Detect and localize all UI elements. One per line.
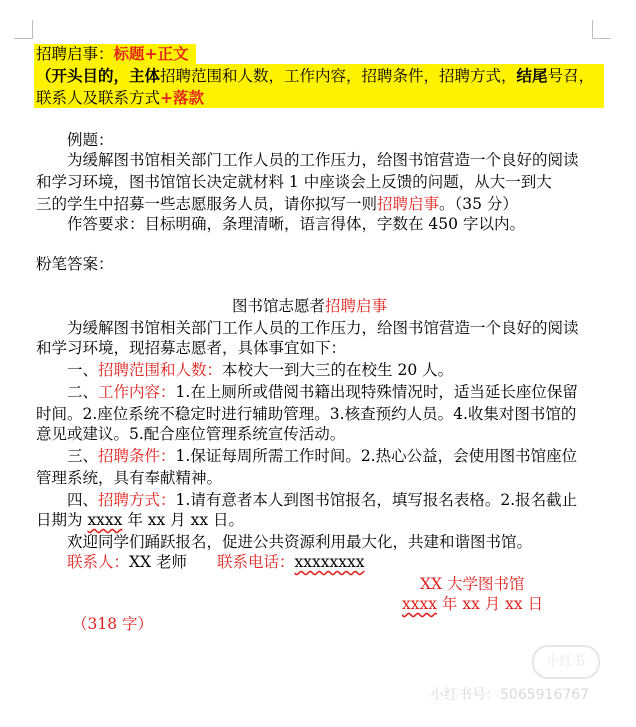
section-heading: 招聘方式： <box>98 491 176 509</box>
deadline-prefix: 日期为 <box>36 511 88 529</box>
example-paragraph-line: 为缓解图书馆相关部门工作人员的工作压力，给图书馆营造一个良好的阅读 <box>67 151 579 169</box>
section-requirements <box>67 446 577 466</box>
section-heading: 招聘条件： <box>98 447 176 465</box>
example-keyword: 招聘启事 <box>377 195 440 213</box>
summary-structure: 标题+正文 <box>113 44 189 63</box>
section-deadline <box>36 510 244 530</box>
summary-line-3 <box>36 88 204 108</box>
notice-intro-line: 和学习环境，现招募志愿者，具体事宜如下： <box>36 339 347 357</box>
contact-name: XX 老师 <box>129 553 188 571</box>
watermark-logo: 小红书 <box>532 645 600 679</box>
section-method <box>67 490 577 510</box>
example-paragraph-line <box>36 194 518 214</box>
section-body: 本校大一到大三的在校生 20 人。 <box>222 361 454 379</box>
crop-mark-top-right <box>592 20 611 39</box>
signature-date <box>402 594 543 614</box>
summary-label: 招聘启事： <box>36 45 114 63</box>
summary-line-1 <box>36 44 189 64</box>
section-number: 三、 <box>67 447 99 465</box>
signature-org: XX 大学图书馆 <box>420 575 525 593</box>
section-duties <box>67 382 578 402</box>
signature-date-rest: 年 xx 月 xx 日 <box>436 595 544 613</box>
section-number: 四、 <box>67 491 99 509</box>
example-text: 三的学生中招募一些志愿服务人员，请你拟写一则 <box>36 195 378 213</box>
deadline-rest: 年 xx 月 xx 日。 <box>122 511 245 529</box>
deadline-year: xxxx <box>87 511 123 529</box>
section-body: 1.保证每周所需工作时间。2.热心公益，会使用图书馆座位 <box>175 447 578 465</box>
signature-year: xxxx <box>402 595 437 613</box>
section-body: 1.在上厕所或借阅书籍出现特殊情况时，适当延长座位保留 <box>175 383 578 401</box>
summary-body-detail: 招聘范围和人数，工作内容，招聘条件，招聘方式， <box>160 67 517 85</box>
notice-title-keyword: 招聘启事 <box>325 297 388 315</box>
summary-ending: 结尾 <box>516 66 548 85</box>
phone-line <box>217 552 364 572</box>
section-number: 二、 <box>67 383 99 401</box>
word-count: （318 字） <box>72 615 154 633</box>
summary-contact: 联系人及联系方式 <box>36 89 161 107</box>
example-requirements: 作答要求：目标明确，条理清晰，语言得体，字数在 450 字以内。 <box>67 215 525 233</box>
section-body-line: 管理系统，具有奉献精神。 <box>36 469 223 487</box>
summary-line-2 <box>36 66 594 86</box>
notice-intro-line: 为缓解图书馆相关部门工作人员的工作压力，给图书馆营造一个良好的阅读 <box>67 319 579 337</box>
summary-opening: （开头目的， <box>36 66 130 85</box>
summary-signature: +落款 <box>160 88 205 107</box>
example-label: 例题： <box>67 131 114 149</box>
phone-value: xxxxxxxx <box>294 553 365 571</box>
section-body-line: 时间。2.座位系统不稳定时进行辅助管理。3.核查预约人员。4.收集对图书馆的 <box>36 405 577 423</box>
example-points: 。（35 分） <box>439 195 518 213</box>
section-scope <box>67 360 453 380</box>
summary-body: 主体 <box>129 66 161 85</box>
section-heading: 工作内容： <box>98 383 176 401</box>
crop-mark-top-left <box>14 20 33 39</box>
section-number: 一、 <box>67 361 99 379</box>
closing-call: 欢迎同学们踊跃报名，促进公共资源利用最大化，共建和谐图书馆。 <box>67 533 533 551</box>
notice-title-main: 图书馆志愿者 <box>232 297 326 315</box>
section-body: 1.请有意者本人到图书馆报名，填写报名表格。2.报名截止 <box>175 491 578 509</box>
notice-title <box>232 296 387 316</box>
answer-label: 粉笔答案： <box>36 255 114 273</box>
section-heading: 招聘范围和人数： <box>98 361 223 379</box>
summary-ending-detail: 号召， <box>547 67 595 85</box>
section-body-line: 意见或建议。5.配合座位管理系统宣传活动。 <box>36 425 346 443</box>
phone-label: 联系电话： <box>217 553 295 571</box>
contact-label: 联系人： <box>67 553 130 571</box>
example-paragraph-line: 和学习环境，图书馆馆长决定就材料 1 中座谈会上反馈的问题，从大一到大 <box>36 173 552 191</box>
watermark-id: 小红书号：5065916767 <box>430 687 590 703</box>
contact-line <box>67 552 187 572</box>
